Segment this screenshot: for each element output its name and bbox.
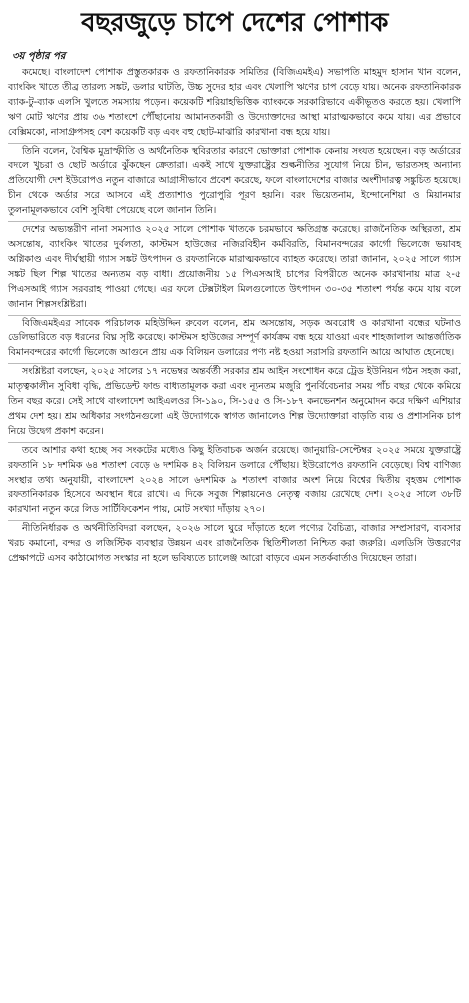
paragraph: কমেছে। বাংলাদেশ পোশাক প্রস্তুতকারক ও রফতানিকারক সমিতির (বিজিএমইএ) সভাপতি মাহমুদ হাসান খান বলেন, ব্যাংকিং খাতে তীব্র তারল্য সঙ্কট, ডলার ঘাটতি, উচ্চ সুদের হার এবং খেলাপি ঋণের চাপ বেড়ে যায়। অনেক রফতানিকারক ব্যাক-টু-ব্যাক এলসি খুলতে সমস্যায় পড়েন। কয়েকটি শরিয়াহভিত্তিক ব্যাংককে সরকারিভাবে একীভূতও করতে হয়। খেলাপি ঋণ মোট ঋণের প্রায় ৩৬ শতাংশে পৌঁছানোয় আমানতকারী ও উদ্যোক্তাদের আস্থা মারাত্মকভাবে কমে যায়। এর প্রভাবে বেক্সিমকো, নাসাগ্রুপসহ বেশ কয়েকটি বড় এবং বহু ছোট-মাঝারি কারখানা বন্ধ হয়ে যায়।	[8, 65, 461, 144]
paragraph: সংশ্লিষ্টরা বলছেন, ২০২৫ সালের ১৭ নভেম্বর অন্তর্বর্তী সরকার শ্রম আইন সংশোধন করে ট্রেড ইউনিয়ন গঠন সহজ করা, মাতৃত্বকালীন সুবিধা বৃদ্ধি, প্রভিডেন্ট ফান্ড বাধ্যতামূলক করা এবং ন্যূনতম মজুরি পুনর্বিবেচনার সময় পাঁচ বছর থেকে কমিয়ে তিন বছর করে। সেই সাথে বাংলাদেশ আইএলওর সি-১৯০, সি-১৫৫ ও সি-১৮৭ কনভেনশন অনুমোদন করে দক্ষিণ এশিয়ার প্রথম দেশ হয়। শ্রম অধিকার সংগঠনগুলো এই উদ্যোগকে স্বাগত জানালেও শিল্প উদ্যোক্তারা বাড়তি ব্যয় ও প্রশাসনিক চাপ নিয়ে উদ্বেগ প্রকাশ করেন।	[8, 364, 461, 443]
article-body	[8, 65, 461, 569]
paragraph: বিজিএমইএর সাবেক পরিচালক মহিউদ্দিন রুবেল বলেন, শ্রম অসন্তোষ, সড়ক অবরোধ ও কারখানা বন্ধের ঘটনাও ডেলিভারিতে বড় ধরনের বিঘ্ন সৃষ্টি করেছে। কাস্টমস হাউজের সম্পূর্ণ কার্যক্রম বন্ধ হয়ে যাওয়া এবং শাহজালাল আন্তর্জাতিক বিমানবন্দরের কার্গো ভিলেজে আগুনে প্রায় এক বিলিয়ন ডলারের পণ্য নষ্ট হওয়া সরাসরি রফতানি আয়ে আঘাত হেনেছে।	[8, 316, 461, 365]
headline: বছরজুড়ে চাপে দেশের পোশাক	[81, 8, 388, 38]
continuation-note: ৩য় পৃষ্ঠার পর	[12, 51, 66, 62]
paragraph: তিনি বলেন, বৈশ্বিক মুদ্রাস্ফীতি ও অর্থনৈতিক স্থবিরতার কারণে ভোক্তারা পোশাক কেনায় সংযত হয়েছেন। বড় অর্ডারের বদলে খুচরা ও ছোট অর্ডারে ঝুঁকছেন ক্রেতারা। একই সাথে যুক্তরাষ্ট্রের শুল্কনীতির সুযোগ নিয়ে চীন, ভারতসহ অন্যান্য প্রতিযোগী দেশ ইউরোপও নতুন বাজারে আগ্রাসীভাবে প্রবেশ করেছে, ফলে বাংলাদেশের বাজার অংশীদারত্ব সঙ্কুচিত হয়েছে। চীন থেকে অর্ডার সরে আসবে এই প্রত্যাশাও পুরোপুরি পূরণ হয়নি। বরং ভিয়েতনাম, ইন্দোনেশিয়া ও মিয়ানমার তুলনামূলকভাবে বেশি সুবিধা পেয়েছে বলে জানান তিনি।	[8, 144, 461, 223]
paragraph: তবে আশার কথা হচ্ছে সব সংকটের মধ্যেও কিছু ইতিবাচক অর্জন রয়েছে। জানুয়ারি-সেপ্টেম্বর ২০২৫ সময়ে যুক্তরাষ্ট্রে রফতানি ১৮ দশমিক ৬৪ শতাংশ বেড়ে ৬ দশমিক ৪২ বিলিয়ন ডলারে পৌঁছায়। ইউরোপেও রফতানি বেড়েছে। বিশ্ব বাণিজ্য সংস্থার তথ্য অনুযায়ী, বাংলাদেশ ২০২৪ সালে ৬দশমিক ৯ শতাংশ বাজার অংশ নিয়ে বিশ্বের দ্বিতীয় বৃহত্তম পোশাক রফতানিকারক হিসেবে অবস্থান ধরে রাখে। এ দিকে সবুজ শিল্পায়নেও নেতৃত্ব বজায় রেখেছে দেশ। ২০২৫ সালে ৩৮টি কারখানা নতুন করে লিড সার্টিফিকেশন পায়, মোট সংখ্যা দাঁড়ায় ২৭০।	[8, 443, 461, 522]
paragraph: নীতিনির্ধারক ও অর্থনীতিবিদরা বলছেন, ২০২৬ সালে ঘুরে দাঁড়াতে হলে পণ্যের বৈচিত্র্য, বাজার সম্প্রসারণ, ব্যবসার খরচ কমানো, বন্দর ও লজিস্টিক ব্যবস্থার উন্নয়ন এবং রাজনৈতিক স্থিতিশীলতা নিশ্চিত করা জরুরি। এলডিসি উত্তরণের প্রেক্ষাপটে এসব কাঠামোগত সংস্কার না হলে ভবিষ্যতে চ্যালেঞ্জ আরো বাড়বে এমন সতর্কবার্তাও দিয়েছেন তারা।	[8, 523, 461, 565]
paragraph: দেশের অভ্যন্তরীণ নানা সমস্যাও ২০২৫ সালে পোশাক খাতকে চরমভাবে ক্ষতিগ্রস্ত করেছে। রাজনৈতিক অস্থিরতা, শ্রম অসন্তোষ, ব্যাংকিং খাতের দুর্বলতা, কাস্টমস হাউজের নজিরবিহীন কর্মবিরতি, বিমানবন্দরের কার্গো ভিলেজে ভয়াবহ অগ্নিকাণ্ড এবং দীর্ঘস্থায়ী গ্যাস সঙ্কট উৎপাদন ও রফতানিকে মারাত্মকভাবে ব্যাহত করেছে। তারা জানান, ২০২৫ সালে গ্যাস সঙ্কট ছিল শিল্প খাতের অন্যতম বড় বাধা। প্রয়োজনীয় ১৫ পিএসআই চাপের বিপরীতে অনেক কারখানায় মাত্র ২-৫ পিএসআই গ্যাস সরবরাহ পাওয়া গেছে। এর ফলে টেক্সটাইল মিলগুলোতে উৎপাদন ৩০-৩৫ শতাংশ পর্যন্ত কমে যায় বলে জানান শিল্পসংশ্লিষ্টরা।	[8, 222, 461, 315]
